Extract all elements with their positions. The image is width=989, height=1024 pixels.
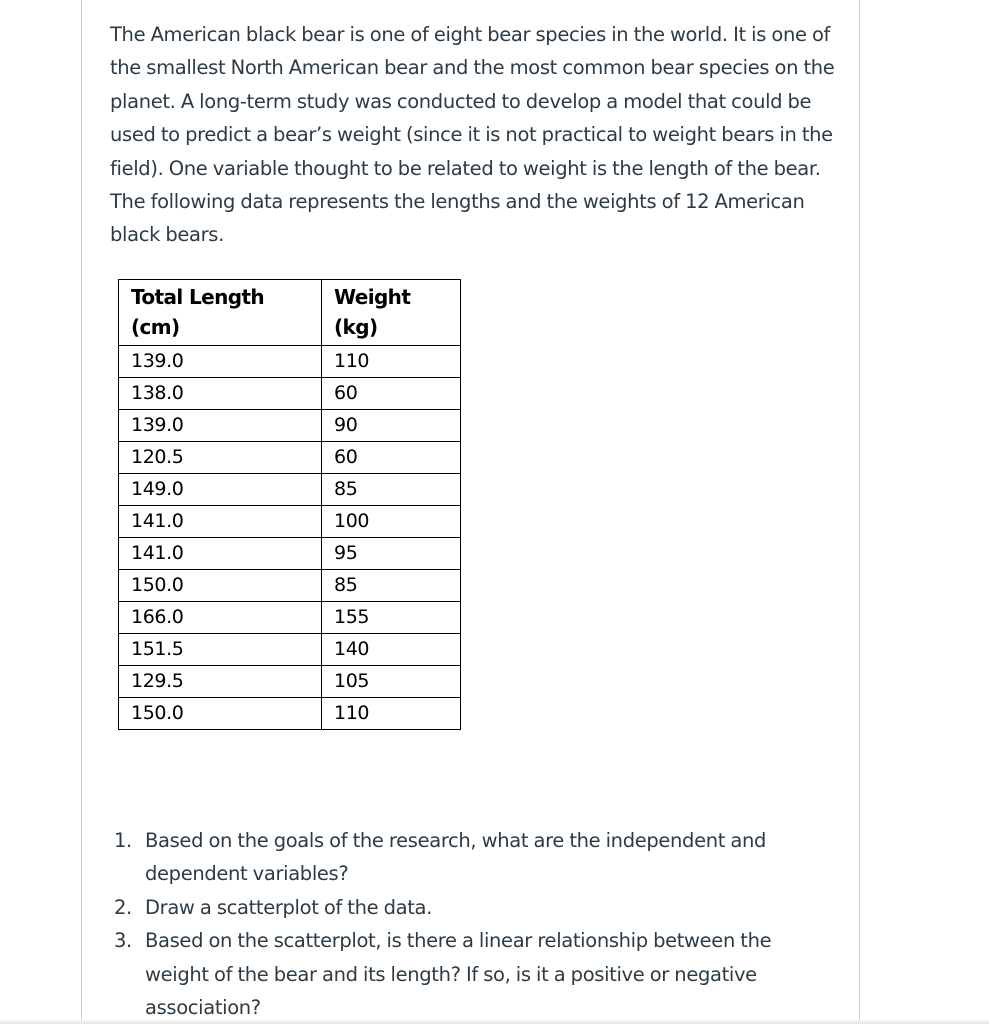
cell-weight: 140 (322, 634, 461, 666)
table-body (119, 346, 461, 730)
bottom-edge (0, 1020, 989, 1024)
cell-weight: 60 (322, 378, 461, 410)
intro-paragraph: The American black bear is one of eight bear species in the world. It is one of the smallest North American bear and the most common bear species on the planet. A long-term study was conducted to develop a model that could be used to predict a bear’s weight (since it is not practical to weight bears in the field). One variable thought to be related to weight is the length of the bear. The following data represents the lengths and the weights of 12 American black bears. (110, 23, 835, 247)
table-row (119, 474, 461, 506)
question-text: Draw a scatterplot of the data. (145, 895, 432, 919)
question-list (110, 824, 810, 1024)
table-row (119, 506, 461, 538)
cell-weight: 110 (322, 346, 461, 378)
table-row (119, 698, 461, 730)
cell-total-length: 139.0 (119, 346, 322, 378)
table-row (119, 410, 461, 442)
cell-weight: 110 (322, 698, 461, 730)
question-content (110, 18, 840, 1020)
bear-data-table-wrap (118, 279, 461, 730)
cell-total-length: 129.5 (119, 666, 322, 698)
cell-weight: 100 (322, 506, 461, 538)
cell-weight: 60 (322, 442, 461, 474)
cell-weight: 95 (322, 538, 461, 570)
question-item (110, 891, 810, 924)
cell-total-length: 141.0 (119, 506, 322, 538)
cell-total-length: 141.0 (119, 538, 322, 570)
header-weight: Weight (kg) (322, 280, 461, 346)
cell-total-length: 151.5 (119, 634, 322, 666)
question-number: 2. (114, 895, 132, 919)
table-row (119, 346, 461, 378)
question-number: 3. (114, 929, 132, 953)
question-text: Based on the scatterplot, is there a linear relationship between the weight of the bear and its length? If so, is it a positive or negative association? (145, 929, 772, 1020)
cell-weight: 90 (322, 410, 461, 442)
table-row (119, 570, 461, 602)
table-row (119, 538, 461, 570)
cell-weight: 85 (322, 474, 461, 506)
cell-total-length: 150.0 (119, 698, 322, 730)
cell-weight: 85 (322, 570, 461, 602)
content-border-left (81, 0, 82, 1024)
table-row (119, 634, 461, 666)
question-item (110, 924, 810, 1024)
table-row (119, 666, 461, 698)
table-row (119, 378, 461, 410)
content-border-right (859, 0, 860, 1024)
header-total-length: Total Length (cm) (119, 280, 322, 346)
cell-total-length: 120.5 (119, 442, 322, 474)
question-text: Based on the goals of the research, what are the independent and dependent variables? (145, 829, 767, 886)
bear-data-table (118, 279, 461, 730)
question-number: 1. (114, 829, 132, 852)
question-item (110, 824, 810, 891)
table-row (119, 442, 461, 474)
cell-total-length: 139.0 (119, 410, 322, 442)
cell-total-length: 149.0 (119, 474, 322, 506)
cell-weight: 105 (322, 666, 461, 698)
cell-total-length: 138.0 (119, 378, 322, 410)
cell-weight: 155 (322, 602, 461, 634)
cell-total-length: 150.0 (119, 570, 322, 602)
table-header-row (119, 280, 461, 346)
table-row (119, 602, 461, 634)
cell-total-length: 166.0 (119, 602, 322, 634)
